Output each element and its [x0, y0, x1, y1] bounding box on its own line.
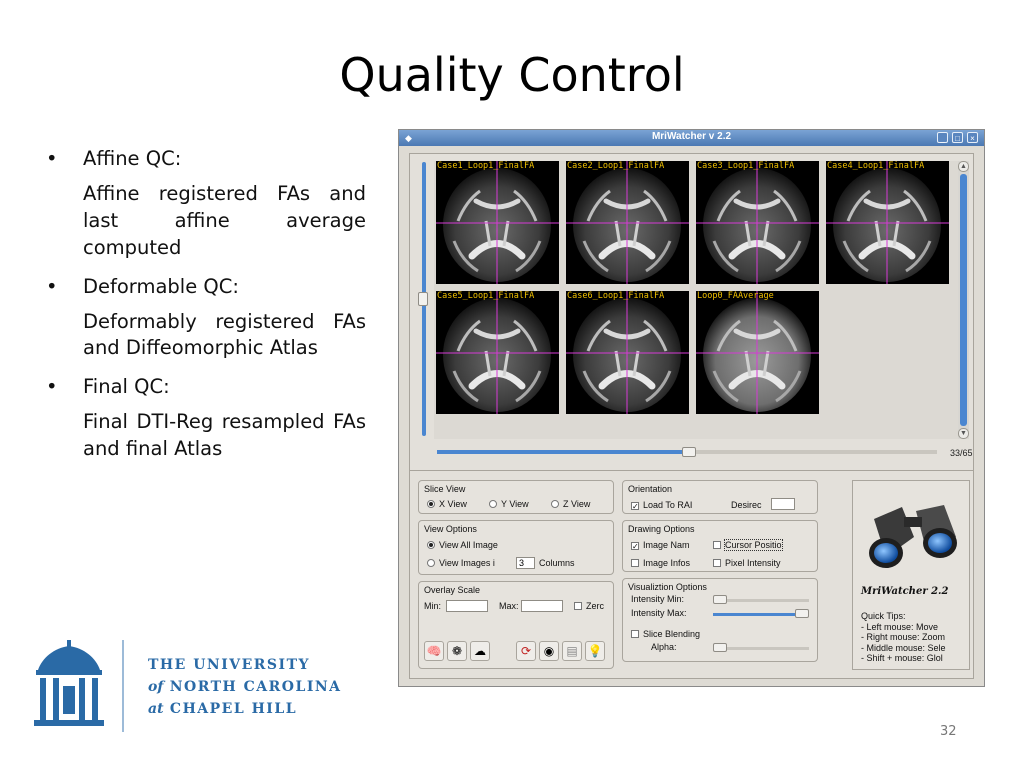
checkbox-icon — [574, 602, 582, 610]
slice-view-title: Slice View — [424, 484, 466, 494]
visualization-options-title: Visualiztion Options — [628, 582, 707, 592]
bullet-heading: Deformable QC: — [83, 274, 239, 298]
bullet-list — [46, 146, 366, 475]
view-options-title: View Options — [424, 524, 477, 534]
columns-input[interactable]: 3 — [516, 557, 535, 569]
brain-outline-icon[interactable]: ☁ — [470, 641, 490, 661]
image-name-label: Case4_Loop1_FinalFA — [827, 161, 925, 171]
brain-surface-icon[interactable]: 🧠 — [424, 641, 444, 661]
image-viewer-panel — [409, 153, 974, 471]
image-grid — [434, 161, 958, 439]
brain-slice-image — [826, 161, 949, 284]
radio-selected-icon — [427, 541, 435, 549]
radio-icon — [489, 500, 497, 508]
radio-icon — [427, 559, 435, 567]
camera-icon[interactable]: ◉ — [539, 641, 559, 661]
fa-image-thumbnail[interactable] — [566, 291, 689, 414]
view-options-group — [418, 520, 614, 575]
radio-selected-icon — [427, 500, 435, 508]
slide-title: Quality Control — [339, 48, 685, 102]
controls-panel — [409, 470, 974, 679]
checkbox-icon — [713, 541, 721, 549]
desired-label: Desirec — [731, 500, 762, 510]
fa-image-thumbnail[interactable] — [436, 161, 559, 284]
quick-tips-title: Quick Tips: — [861, 611, 906, 621]
image-name-label: Case2_Loop1_FinalFA — [567, 161, 665, 171]
intensity-min-label: Intensity Min: — [631, 594, 685, 604]
x-view-radio[interactable]: X View — [427, 499, 467, 509]
view-all-images-radio[interactable]: View All Image — [427, 540, 498, 550]
bullet-dot: • — [46, 147, 58, 170]
old-well-icon — [34, 640, 104, 732]
slice-slider[interactable] — [437, 447, 937, 457]
quick-tips — [861, 611, 965, 664]
page-number: 32 — [940, 724, 957, 739]
bullet-description: Final DTI-Reg resampled FAs and final Atlas — [83, 410, 366, 461]
slice-slider-handle[interactable] — [682, 447, 696, 457]
max-input[interactable] — [521, 600, 563, 612]
brain-slice-image — [696, 291, 819, 414]
scroll-up-button[interactable]: ▲ — [958, 161, 969, 172]
bullet-heading: Affine QC: — [83, 147, 182, 170]
min-input[interactable] — [446, 600, 488, 612]
slice-view-group — [418, 480, 614, 514]
alpha-slider[interactable] — [713, 645, 809, 651]
refresh-icon[interactable]: ⟳ — [516, 641, 536, 661]
checkbox-icon — [631, 559, 639, 567]
view-images-in-radio[interactable]: View Images i — [427, 558, 495, 568]
overlay-scale-title: Overlay Scale — [424, 585, 481, 595]
min-label: Min: — [424, 601, 442, 611]
university-logo — [34, 640, 374, 732]
bullet-description: Affine registered FAs and last affine average computed — [83, 181, 366, 259]
intensity-max-handle[interactable] — [795, 609, 809, 618]
minimize-button[interactable]: _ — [937, 132, 948, 143]
viewer-scrollbar[interactable] — [958, 161, 969, 439]
image-name-label: Case1_Loop1_FinalFA — [437, 161, 535, 171]
vertical-slider-handle[interactable] — [418, 292, 428, 306]
bullet-final-qc — [46, 374, 366, 401]
bullet-description: Deformably registered FAs and Diffeomorphic Atlas — [83, 309, 366, 360]
visualization-options-group — [622, 578, 818, 662]
zero-checkbox[interactable]: Zerc — [574, 601, 604, 611]
load-to-rai-checkbox[interactable]: ✓ Load To RAI — [632, 500, 693, 511]
close-button[interactable]: × — [967, 132, 978, 143]
logo-line-1: THE UNIVERSITY — [148, 657, 310, 673]
lightbulb-icon[interactable]: 💡 — [585, 641, 605, 661]
intensity-max-label: Intensity Max: — [631, 608, 687, 618]
logo-divider — [122, 640, 124, 732]
window-titlebar[interactable] — [399, 130, 984, 146]
image-name-label: Case5_Loop1_FinalFA — [437, 291, 535, 301]
document-icon[interactable]: ▤ — [562, 641, 582, 661]
image-name-label: Case6_Loop1_FinalFA — [567, 291, 665, 301]
slice-blending-checkbox[interactable]: Slice Blending — [631, 629, 700, 639]
slice-slider-track — [689, 450, 937, 454]
app-menu-icon[interactable]: ◆ — [405, 133, 412, 143]
checkbox-icon — [713, 559, 721, 567]
vertical-slider[interactable] — [420, 162, 428, 436]
checkbox-checked-icon: ✓ — [632, 502, 639, 511]
y-view-radio[interactable]: Y View — [489, 499, 529, 509]
brain-slice-image — [436, 161, 559, 284]
brain-slice-image — [696, 161, 819, 284]
fa-image-thumbnail[interactable] — [826, 161, 949, 284]
bullet-heading: Final QC: — [83, 375, 170, 399]
drawing-options-title: Drawing Options — [628, 524, 695, 534]
drawing-options-group — [622, 520, 818, 572]
alpha-handle[interactable] — [713, 643, 727, 652]
bullet-dot: • — [46, 375, 58, 399]
about-title: MriWatcher 2.2 — [861, 586, 949, 597]
brain-slice-image — [566, 161, 689, 284]
mriwatcher-window — [398, 129, 985, 687]
image-infos-checkbox[interactable]: Image Infos — [631, 558, 690, 568]
bullet-deformable-qc — [46, 274, 366, 301]
image-name-checkbox[interactable]: ✓ Image Nam — [632, 540, 690, 551]
scrollbar-thumb[interactable] — [960, 174, 967, 426]
brain-slice-image — [436, 291, 559, 414]
pixel-intensity-checkbox[interactable]: Pixel Intensity — [713, 558, 781, 568]
alpha-label: Alpha: — [651, 642, 677, 652]
radio-icon — [551, 500, 559, 508]
tip-item: - Shift + mouse: Glol — [861, 653, 943, 663]
bullet-affine-qc — [46, 146, 366, 173]
slice-counter: 33/65 — [950, 448, 973, 458]
scroll-down-button[interactable]: ▼ — [958, 428, 969, 439]
image-name-label: Case3_Loop1_FinalFA — [697, 161, 795, 171]
fa-image-thumbnail[interactable] — [696, 291, 819, 414]
brain-slice-image — [566, 291, 689, 414]
fa-image-thumbnail[interactable] — [566, 161, 689, 284]
z-view-radio[interactable]: Z View — [551, 499, 590, 509]
orientation-group — [622, 480, 818, 514]
desired-orientation-input[interactable] — [771, 498, 795, 510]
window-title: MriWatcher v 2.2 — [651, 131, 732, 142]
intensity-max-slider[interactable] — [713, 611, 809, 617]
image-name-label: Loop0_FAAverage — [697, 291, 774, 301]
tip-item: - Middle mouse: Sele — [861, 642, 946, 653]
intensity-min-slider[interactable] — [713, 597, 809, 603]
university-name — [148, 654, 342, 720]
fa-image-thumbnail[interactable] — [436, 291, 559, 414]
logo-line-2: of NORTH CAROLINA — [148, 679, 342, 695]
brain-color-icon[interactable]: ❁ — [447, 641, 467, 661]
checkbox-checked-icon: ✓ — [632, 542, 639, 551]
maximize-button[interactable]: □ — [952, 132, 963, 143]
slice-slider-fill — [437, 450, 689, 454]
orientation-title: Orientation — [628, 484, 673, 494]
intensity-min-handle[interactable] — [713, 595, 727, 604]
logo-line-3: at CHAPEL HILL — [148, 701, 298, 717]
tip-item: - Left mouse: Move — [861, 621, 939, 632]
fa-image-thumbnail[interactable] — [696, 161, 819, 284]
max-label: Max: — [499, 601, 519, 611]
tip-item: - Right mouse: Zoom — [861, 632, 946, 642]
bullet-dot: • — [46, 274, 58, 298]
checkbox-icon — [631, 630, 639, 638]
cursor-position-checkbox[interactable]: Cursor Positio — [713, 540, 782, 550]
columns-label: Columns — [539, 558, 575, 568]
binoculars-icon — [860, 497, 964, 577]
about-panel — [852, 480, 970, 670]
